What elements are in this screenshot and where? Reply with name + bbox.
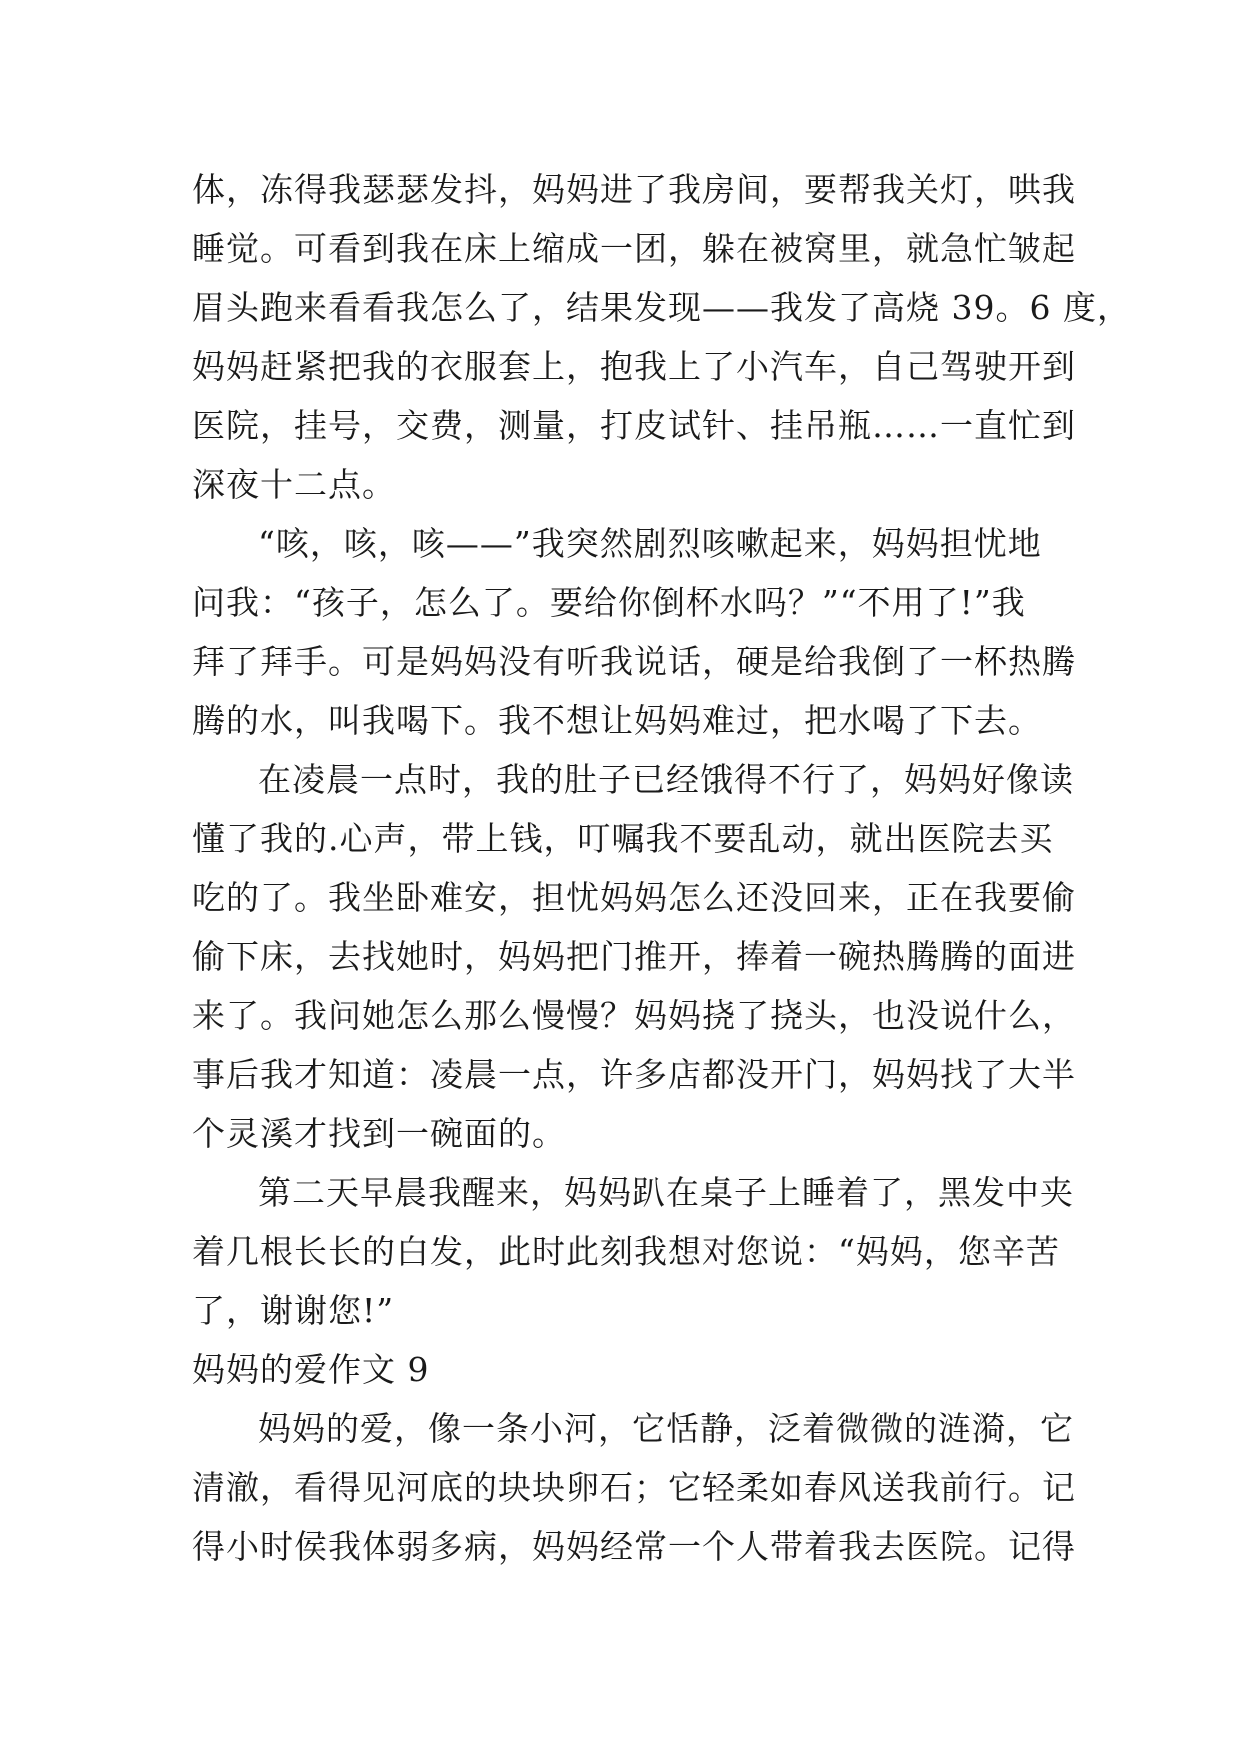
text-line: 腾的水，叫我喝下。我不想让妈妈难过，把水喝了下去。 bbox=[192, 701, 1042, 740]
text-line: 得小时侯我体弱多病，妈妈经常一个人带着我去医院。记得 bbox=[192, 1527, 1076, 1566]
text-line: 懂了我的.心声，带上钱，叮嘱我不要乱动，就出医院去买 bbox=[192, 819, 1054, 858]
text-line: 问我：“孩子，怎么了。要给你倒杯水吗？”“不用了!”我 bbox=[192, 583, 1026, 622]
text-line: 拜了拜手。可是妈妈没有听我说话，硬是给我倒了一杯热腾 bbox=[192, 642, 1076, 681]
text-line: 妈妈的爱作文 9 bbox=[192, 1350, 430, 1389]
text-line: 妈妈赶紧把我的衣服套上，抱我上了小汽车，自己驾驶开到 bbox=[192, 347, 1076, 386]
text-line: 眉头跑来看看我怎么了，结果发现——我发了高烧 39。6 度， bbox=[192, 288, 1131, 327]
text-line: 着几根长长的白发，此时此刻我想对您说：“妈妈，您辛苦 bbox=[192, 1232, 1060, 1271]
text-line: 医院，挂号，交费，测量，打皮试针、挂吊瓶……一直忙到 bbox=[192, 406, 1076, 445]
text-line: 了，谢谢您!” bbox=[192, 1291, 395, 1330]
text-line: 偷下床，去找她时，妈妈把门推开，捧着一碗热腾腾的面进 bbox=[192, 937, 1076, 976]
text-line: 来了。我问她怎么那么慢慢？妈妈挠了挠头，也没说什么， bbox=[192, 996, 1076, 1035]
text-line: 妈妈的爱，像一条小河，它恬静，泛着微微的涟漪，它 bbox=[258, 1409, 1074, 1448]
text-line: 个灵溪才找到一碗面的。 bbox=[192, 1114, 566, 1153]
text-line: 清澈，看得见河底的块块卵石；它轻柔如春风送我前行。记 bbox=[192, 1468, 1076, 1507]
text-line: 体，冻得我瑟瑟发抖，妈妈进了我房间，要帮我关灯，哄我 bbox=[192, 170, 1076, 209]
text-line: 第二天早晨我醒来，妈妈趴在桌子上睡着了，黑发中夹 bbox=[258, 1173, 1074, 1212]
text-line: 事后我才知道：凌晨一点，许多店都没开门，妈妈找了大半 bbox=[192, 1055, 1076, 1094]
text-line: 深夜十二点。 bbox=[192, 465, 396, 504]
text-line: 吃的了。我坐卧难安，担忧妈妈怎么还没回来，正在我要偷 bbox=[192, 878, 1076, 917]
text-line: 在凌晨一点时，我的肚子已经饿得不行了，妈妈好像读 bbox=[258, 760, 1074, 799]
text-line: “咳，咳，咳——”我突然剧烈咳嗽起来，妈妈担忧地 bbox=[258, 524, 1042, 563]
document-body bbox=[192, 160, 1131, 1576]
text-line: 睡觉。可看到我在床上缩成一团，躲在被窝里，就急忙皱起 bbox=[192, 229, 1076, 268]
